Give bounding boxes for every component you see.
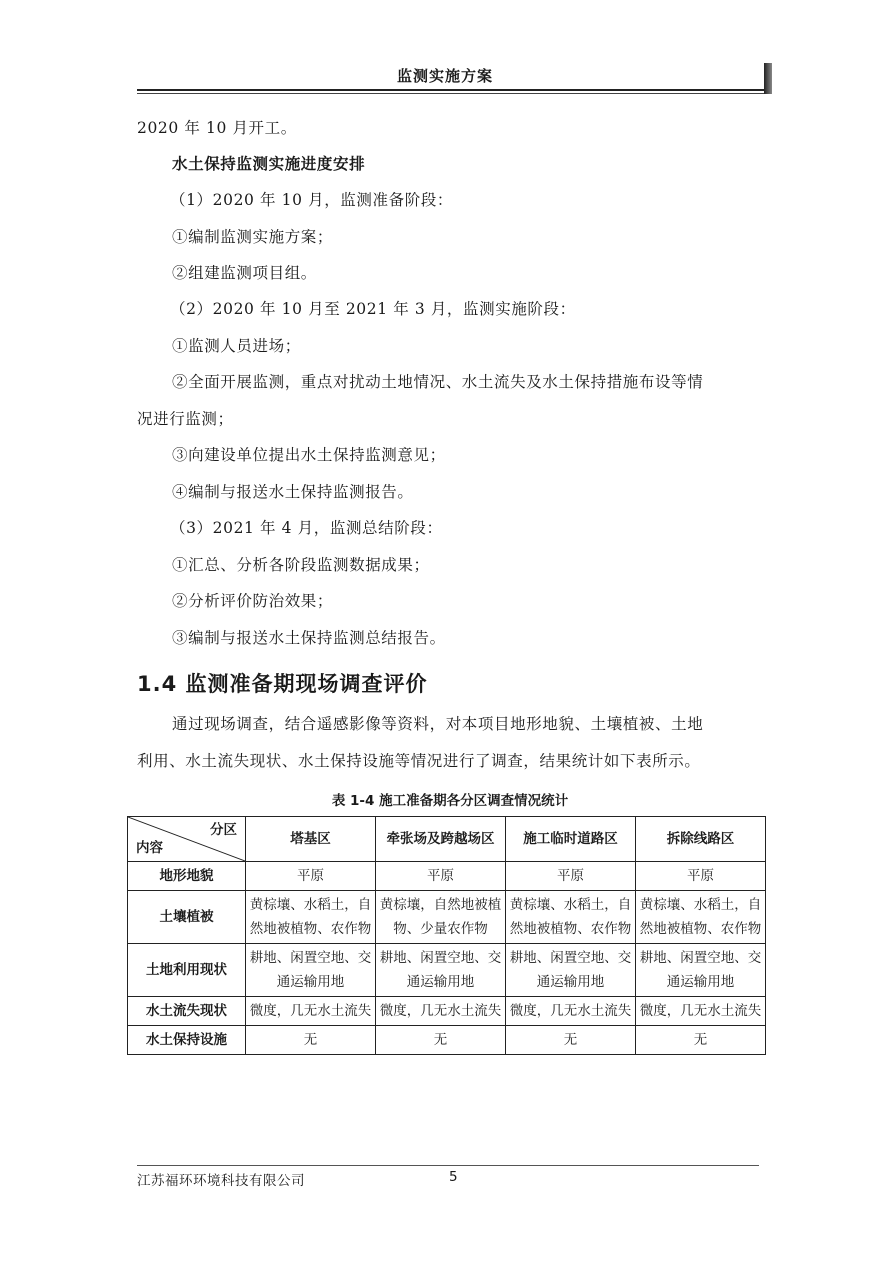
table-cell: 耕地、闲置空地、交通运输用地 [636, 944, 766, 997]
header-rule-thin [137, 93, 767, 94]
corner-label-zone: 分区 [210, 822, 237, 838]
table-cell: 黄棕壤，自然地被植物、少量农作物 [376, 891, 506, 944]
body-line-13: ①汇总、分析各阶段监测数据成果； [172, 556, 430, 574]
table-cell: 微度，几无水土流失 [506, 997, 636, 1026]
table-cell: 耕地、闲置空地、交通运输用地 [506, 944, 636, 997]
body-line-9: 况进行监测； [137, 410, 234, 428]
table-cell: 平原 [636, 862, 766, 891]
table-cell: 无 [246, 1026, 376, 1055]
body-line-10: ③向建设单位提出水土保持监测意见； [172, 446, 446, 464]
table-cell: 平原 [246, 862, 376, 891]
body-line-8: ②全面开展监测，重点对扰动土地情况、水土流失及水土保持措施布设等情 [172, 373, 704, 391]
footer-rule [137, 1165, 759, 1166]
table-cell: 黄棕壤、水稻土，自然地被植物、农作物 [506, 891, 636, 944]
table-cell: 无 [376, 1026, 506, 1055]
table-cell: 无 [506, 1026, 636, 1055]
section-paragraph-line-1: 通过现场调查，结合遥感影像等资料，对本项目地形地貌、土壤植被、土地 [172, 715, 704, 733]
row-label: 水土保持设施 [128, 1026, 246, 1055]
row-label: 地形地貌 [128, 862, 246, 891]
row-label: 水土流失现状 [128, 997, 246, 1026]
column-header: 拆除线路区 [636, 817, 766, 862]
corner-label-content: 内容 [136, 840, 163, 856]
body-line-3: （1）2020 年 10 月，监测准备阶段： [170, 191, 454, 209]
body-line-4: ①编制监测实施方案； [172, 228, 334, 246]
table-row [128, 891, 766, 944]
table-cell: 微度，几无水土流失 [246, 997, 376, 1026]
body-line-11: ④编制与报送水土保持监测报告。 [172, 483, 414, 501]
table-cell: 黄棕壤、水稻土，自然地被植物、农作物 [636, 891, 766, 944]
table-cell: 耕地、闲置空地、交通运输用地 [246, 944, 376, 997]
table-corner-cell [128, 817, 246, 862]
table-row [128, 1026, 766, 1055]
body-line-5: ②组建监测项目组。 [172, 264, 317, 282]
body-line-7: ①监测人员进场； [172, 337, 301, 355]
body-line-1: 2020 年 10 月开工。 [137, 119, 297, 137]
row-label: 土壤植被 [128, 891, 246, 944]
table-cell: 平原 [506, 862, 636, 891]
column-header: 施工临时道路区 [506, 817, 636, 862]
column-header: 牵张场及跨越场区 [376, 817, 506, 862]
body-line-15: ③编制与报送水土保持监测总结报告。 [172, 629, 446, 647]
section-paragraph-line-2: 利用、水土流失现状、水土保持设施等情况进行了调查，结果统计如下表所示。 [137, 752, 701, 770]
table-cell: 微度，几无水土流失 [376, 997, 506, 1026]
schedule-heading: 水土保持监测实施进度安排 [172, 155, 366, 173]
body-line-14: ②分析评价防治效果； [172, 592, 334, 610]
table-cell: 黄棕壤、水稻土，自然地被植物、农作物 [246, 891, 376, 944]
table-cell: 无 [636, 1026, 766, 1055]
section-title: 1.4 监测准备期现场调查评价 [137, 672, 428, 696]
header-rule [137, 89, 767, 91]
table-row [128, 944, 766, 997]
header-edge-bar [764, 63, 772, 94]
table-row [128, 997, 766, 1026]
table-caption: 表 1-4 施工准备期各分区调查情况统计 [331, 793, 569, 809]
table-cell: 微度，几无水土流失 [636, 997, 766, 1026]
table-header-row [128, 817, 766, 862]
page-number: 5 [449, 1169, 458, 1185]
footer-company: 江苏福环环境科技有限公司 [137, 1173, 305, 1189]
column-header: 塔基区 [246, 817, 376, 862]
body-line-12: （3）2021 年 4 月，监测总结阶段： [170, 519, 443, 537]
survey-table [127, 816, 766, 1055]
table-row [128, 862, 766, 891]
row-label: 土地利用现状 [128, 944, 246, 997]
body-line-6: （2）2020 年 10 月至 2021 年 3 月，监测实施阶段： [170, 300, 576, 318]
table-cell: 耕地、闲置空地、交通运输用地 [376, 944, 506, 997]
table-cell: 平原 [376, 862, 506, 891]
page-header-title: 监测实施方案 [396, 67, 493, 85]
